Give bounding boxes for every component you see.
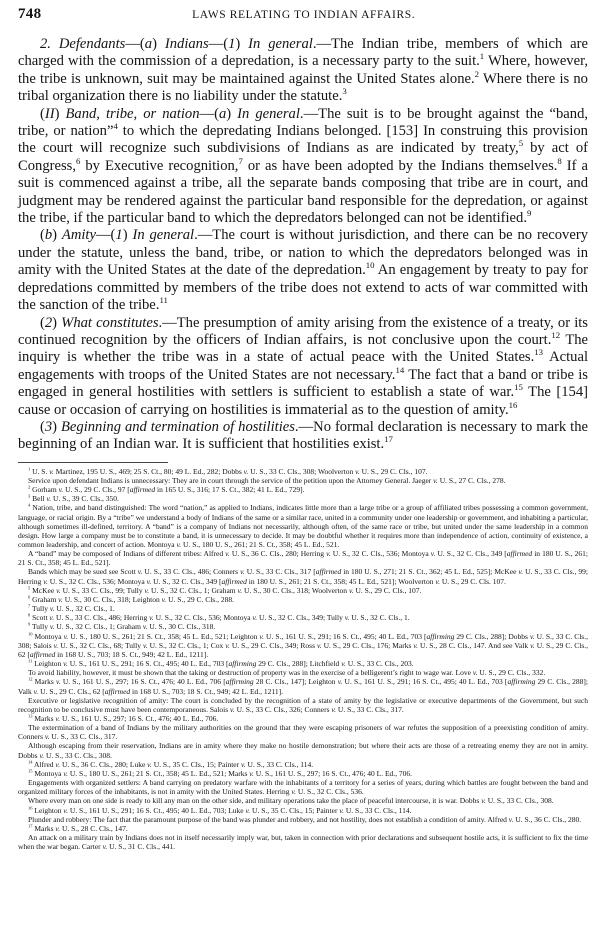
footnote: $^{16}$ Leighton v. U. S., 161 U. S., 291; 16 S. Ct., 495; 40 L. Ed., 703; Luke v. U. S., 35 C. Cls., 15; Painter v. U. S., 33 C. Cls., 114. bbox=[28, 805, 412, 815]
footnote: $^{11}$ Leighton v. U. S., 161 U. S., 291; 16 S. Ct., 495; 40 L. Ed., 703 [affirming 29 C. Cls., 288]; Litchfield v. U. S., 33 C. Cls., 203. bbox=[28, 658, 414, 669]
footnote: $^{12}$ Marks v. U. S., 161 U. S., 297; 16 S. Ct., 476; 40 L. Ed., 706 [affirming 28 C. Cls., 147]; Leighton v. U. S., 161 U. S., 291; 16 S. Ct., 495; 40 L. Ed., 703 [affirming 29 C. Cls., 288]; Valk v. U. S., 29 C. Cls., 62 [affirmed in 168 U. S., 703; 18 S. Ct., 949; 42 L. Ed., 1211]. bbox=[18, 676, 589, 696]
footnote: Engagements with organized settlers: A band carrying on predatory warfare with the inhabitants of a territory for a series of years, during which battles are fought between the band and organized military forces of the inhabitants, is not in amity with the United States. Herring v. U. S., 32 C. Cls., 536. bbox=[18, 778, 588, 797]
footnote: $^{13}$ Marks v. U. S., 161 U. S., 297; 16 S. Ct., 476; 40 L. Ed., 706. bbox=[28, 713, 219, 723]
footnote: Plunder and robbery: The fact that the paramount purpose of the band was plunder and robbery, and not hostility, does not establish a condition of amity. Alfred v. U. S., 36 C. Cls., 280. bbox=[28, 814, 582, 824]
footnote: Executive or legislative recognition of amity: The court is concluded by the recognition of a state of amity by the legislative or executive departments of the Government, but such recognition to be conclusive must have been contemporaneous. Salois v. U. S., 33 C. Cls., 326; Conners v. U. S., 33 C. Cls., 317. bbox=[18, 695, 588, 714]
footnote: Where every man on one side is ready to kill any man on the other side, and military operations take the place of peaceful intercourse, it is war. Dobbs v. U. S., 33 C. Cls., 308. bbox=[28, 796, 554, 806]
footnote: To avoid liability, however, it must be shown that the taking or destruction of property was in the exercise of a belligerent’s right to wage war. Love v. U. S., 29 C. Cls., 332. bbox=[28, 668, 546, 678]
footnote: Bands which may be sued see Scott v. U. S., 33 C. Cls., 486; Conners v. U. S., 33 C. Cls., 317 [affirmed in 180 U. S., 271; 21 S. Ct., 362; 45 L. Ed., 525]; McKee v. U. S., 33 C. Cls., 99; Herring v. U. S., 32 C. Cls., 536; Montoya v. U. S., 32 C. Cls., 349 [affirmed in 180 U. S., 261; 21 S. Ct., 358; 45 L. Ed., 521]; Woolverton v. U. S., 29 C. Cls. 107. bbox=[18, 567, 588, 586]
footnote: Service upon defendant Indians is unnecessary: They are in court through the service of the petition upon the Attorney General. Jaeger v. U. S., 27 C. Cls., 278. bbox=[28, 475, 506, 485]
main-text bbox=[18, 36, 588, 454]
paragraph-band-tribe-nation: (II) Band, tribe, or nation—(a) In general.—The suit is to be brought against the “band, tribe, or nation”$^4$ to which the depredating Indians belonged. [153] In construing this provision the court will recognize such subdivisions of Indians as are indicated by treaty,$^5$ by act of Congress,$^6$ by Executive recognition,$^7$ or as have been adopted by the Indians themselves.$^8$ If a suit is commenced against a tribe, all the separate bands composing that tribe are in court, and judgment may be rendered against the particular band responsible for the depredation, or against the tribe, if the particular band to which the depredators belonged can not be identified.$^9$ bbox=[18, 105, 589, 227]
footnote: $^1$ U. S. v. Martinez, 195 U. S., 469; 25 S. Ct., 80; 49 L. Ed., 282; Dobbs v. U. S., 33 C. Cls., 308; Woolverton v. U. S., 29 C. Cls., 107. bbox=[28, 466, 428, 476]
footnote: $^8$ Scott v. U. S., 33 C. Cls., 486; Herring v. U. S., 32 C. Cls., 536; Montoya v. U. S., 32 C. Cls., 349; Tully v. U. S., 32 C. Cls., 1. bbox=[28, 612, 410, 623]
footnote: $^2$ Gorham v. U. S., 29 C. Cls., 97 [affirmed in 165 U. S., 316; 17 S. Ct., 382; 41 L. Ed., 729]. bbox=[28, 484, 305, 495]
footnote: The extermination of a band of Indians by the military authorities on the ground that they were escaping prisoners of war refutes the supposition of a preexisting condition of amity. Conners v. U. S., 33 C. Cls., 317. bbox=[18, 723, 588, 742]
footnote: A “band” may be composed of Indians of different tribes: Alfred v. U. S., 36 C. Cls., 280; Herring v. U. S., 32 C. Cls., 536; Montoya v. U. S., 32 C. Cls., 349 [affirmed in 180 U. S., 261; 21 S. Ct., 358; 45 L. Ed., 521]. bbox=[18, 549, 588, 568]
footnote: $^9$ Tully v. U. S., 32 C. Cls., 1; Graham v. U. S., 30 C. Cls., 318. bbox=[28, 621, 216, 632]
paragraph-amity-general: (b) Amity—(1) In general.—The court is without jurisdiction, and there can be no recovery under the statute, unless the band, tribe, or nation to which the depredators belonged was in amity with the United States at the date of the depredation.$^{10}$ An engagement by treaty to pay for depredations committed by members of the tribe does not extend to acts of war committed with the sanction of the tribe.$^{11}$ bbox=[18, 227, 588, 314]
paragraph-beginning-termination: (3) Beginning and termination of hostilities.—No formal declaration is necessary to mark the beginning of an Indian war. It is sufficient that hostilities exist.$^{17}$ bbox=[18, 418, 589, 453]
page-header bbox=[18, 6, 588, 30]
running-title: LAWS RELATING TO INDIAN AFFAIRS. bbox=[192, 9, 416, 21]
footnote: $^5$ McKee v. U. S., 33 C. Cls., 99; Tully v. U. S., 32 C. Cls., 1; Graham v. U. S., 30 C. Cls., 318; Woolverton v. U. S., 29 C. Cls., 107. bbox=[28, 585, 422, 595]
footnote: $^7$ Tully v. U. S., 32 C. Cls., 1. bbox=[28, 603, 115, 614]
paragraph-defendants: 2. Defendants—(a) Indians—(1) In general.—The Indian tribe, members of which are charged with the commission of a depredation, is a necessary party to the suit.$^1$ Where, however, the tribe is unknown, suit may be maintained against the United States alone.$^2$ Where there is no tribal organization there is no liability under the statute.$^3$ bbox=[18, 36, 588, 105]
footnote: $^{14}$ Alfred v. U. S., 36 C. Cls., 280; Luke v. U. S., 35 C. Cls., 15; Painter v. U. S., 33 C. Cls., 114. bbox=[28, 759, 314, 769]
footnote: $^3$ Bell v. U. S., 39 C. Cls., 350. bbox=[28, 493, 119, 504]
paragraph-what-constitutes: (2) What constitutes.—The presumption of amity arising from the existence of a treaty, or its continued recognition by the officers of Indian affairs, is not conclusive upon the court.$^{12}$ The inquiry is whether the tribe was in a state of actual peace with the United States.$^{13}$ Actual engagements with troops of the United States are not necessary.$^{14}$ The fact that a band or tribe is engaged in general hostilities with settlers is sufficient to establish a state of war.$^{15}$ The [154] cause or occasion of carrying on hostilities is immaterial as to the question of amity.$^{16}$ bbox=[18, 314, 589, 418]
footnote-divider bbox=[18, 462, 168, 463]
footnote: $^6$ Graham v. U. S., 30 C. Cls., 318; Leighton v. U. S., 29 C. Cls., 288. bbox=[28, 594, 234, 604]
footnote: $^4$ Nation, tribe, and band distinguished: The word “nation,” as applied to Indians, indicates little more than a large tribe or a group of affiliated tribes possessing a common government, language, or racial origin. By a “tribe” we understand a body of Indians of the same or a similar race, united in a community under one leadership or government, and inhabiting a particular, although sometimes ill-defined, territory. A “band” is a company of Indians not necessarily, although often, of the same race or tribe, but united under the same leadership in a common design. How large a company must be to constitute a band, it is unnecessary to decide. It may be doubtful whether it requires more than independence of action, continuity of existence, a common leadership, and concert of action. Montoya v. U. S., 180 U. S., 261; 21 S. Ct., 358; 45 L. Ed., 521. bbox=[18, 502, 588, 549]
footnote: $^{10}$ Montoya v. U. S., 180 U. S., 261; 21 S. Ct., 358; 45 L. Ed., 521; Leighton v. U. S., 161 U. S., 291; 16 S. Ct., 495; 40 L. Ed., 703 [affirming 29 C. Cls., 288]; Dobbs v. U. S., 33 C. Cls., 308; Salois v. U. S., 32 C. Cls., 68; Tully v. U. S., 32 C. Cls., 1; Cox v. U. S., 29 C. Cls., 349; Ross v. U. S., 29 C. Cls., 176; Marks v. U. S., 28 C. Cls., 147. And see Valk v. U. S., 29 C. Cls., 62 [affirmed in 168 U. S., 703; 18 S. Ct., 949; 42 L. Ed., 1211]. bbox=[18, 631, 588, 659]
footnote: $^{17}$ Marks v. U. S., 28 C. Cls., 147. bbox=[28, 823, 128, 833]
footnote: Although escaping from their reservation, Indians are in amity where they make no hostile demonstration; but where their acts are those of a retreating enemy they are not in amity. Dobbs v. U. S., 33 C. Cls., 308. bbox=[18, 741, 588, 760]
footnote: An attack on a military train by Indians does not in itself necessarily imply war, but, taken in connection with prior declarations and subsequent hostile acts, it is sufficient to fix the time when the war began. Carter v. U. S., 31 C. Cls., 441. bbox=[18, 833, 588, 852]
footnotes bbox=[18, 467, 588, 852]
page-number: 748 bbox=[18, 6, 42, 22]
footnote: $^{15}$ Montoya v. U. S., 180 U. S., 261; 21 S. Ct., 358; 45 L. Ed., 521; Marks v. U. S., 161 U. S., 297; 16 S. Ct., 476; 40 L. Ed., 706. bbox=[28, 768, 413, 778]
